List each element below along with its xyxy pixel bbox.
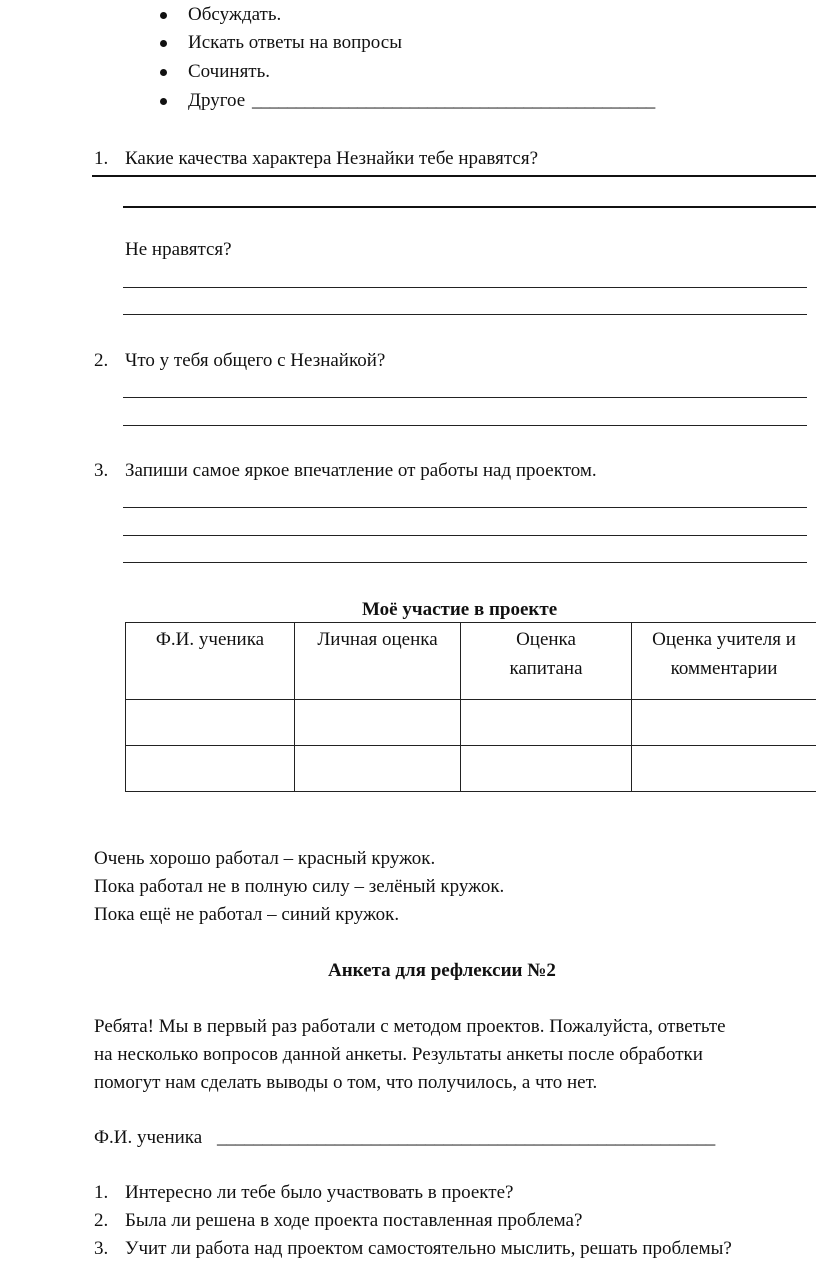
legend-line: Пока ещё не работал – синий кружок. [94,904,400,925]
table-cell[interactable] [461,746,632,792]
question-text: Какие качества характера Незнайки тебе нравятся? [125,148,539,169]
survey-title: Анкета для рефлексии №2 [328,960,556,981]
table-cell[interactable] [295,700,461,746]
header-cell: Оценка учителя и комментарии [632,623,816,700]
option-item: Сочинять. [188,61,271,82]
bullet-icon [160,12,167,19]
bullet-icon [160,69,167,76]
survey-intro-line: Ребята! Мы в первый раз работали с методом проектов. Пожалуйста, ответьте [94,1016,726,1037]
bullet-icon [160,40,167,47]
participation-table [125,622,816,792]
answer-line[interactable] [123,535,807,536]
legend-line: Очень хорошо работал – красный кружок. [94,848,436,869]
table-cell[interactable] [632,700,816,746]
question-text: Запиши самое яркое впечатление от работы над проектом. [125,460,597,481]
name-blank-line[interactable]: _______________________________________________________ [217,1127,715,1148]
table-cell[interactable] [295,746,461,792]
question-number: 1. [94,148,109,169]
survey-question-number: 3. [94,1238,109,1259]
survey-question-number: 1. [94,1182,109,1203]
table-row [126,700,816,746]
header-cell: Оценка капитана [461,623,632,700]
question-number: 2. [94,350,109,371]
table-cell[interactable] [126,700,295,746]
table-cell[interactable] [126,746,295,792]
table-cell[interactable] [461,700,632,746]
answer-line[interactable] [123,314,807,315]
header-cell: Личная оценка [295,623,461,700]
answer-line[interactable] [123,562,807,563]
answer-line[interactable] [123,425,807,426]
table-row [126,746,816,792]
table-title: Моё участие в проекте [362,599,558,620]
answer-line[interactable] [123,287,807,288]
bullet-icon [160,98,167,105]
answer-line[interactable] [123,206,816,208]
survey-question-text: Интересно ли тебе было участвовать в проекте? [125,1182,514,1203]
question-subtext: Не нравятся? [125,239,232,260]
table-header-row [126,623,816,700]
option-item: Искать ответы на вопросы [188,32,402,53]
table-cell[interactable] [632,746,816,792]
survey-question-text: Учит ли работа над проектом самостоятельно мыслить, решать проблемы? [125,1238,732,1259]
legend-line: Пока работал не в полную силу – зелёный кружок. [94,876,505,897]
name-label: Ф.И. ученика [94,1127,203,1148]
answer-line[interactable] [92,175,816,177]
option-item: Другое [188,90,246,111]
option-item: Обсуждать. [188,4,282,25]
answer-line[interactable] [123,397,807,398]
answer-line[interactable] [123,507,807,508]
header-cell: Ф.И. ученика [126,623,295,700]
survey-intro-line: на несколько вопросов данной анкеты. Результаты анкеты после обработки [94,1044,703,1065]
question-text: Что у тебя общего с Незнайкой? [125,350,386,371]
survey-intro-line: помогут нам сделать выводы о том, что получилось, а что нет. [94,1072,598,1093]
other-blank-line[interactable]: ______________________________________________ [252,90,655,111]
question-number: 3. [94,460,109,481]
survey-question-number: 2. [94,1210,109,1231]
survey-question-text: Была ли решена в ходе проекта поставленная проблема? [125,1210,583,1231]
